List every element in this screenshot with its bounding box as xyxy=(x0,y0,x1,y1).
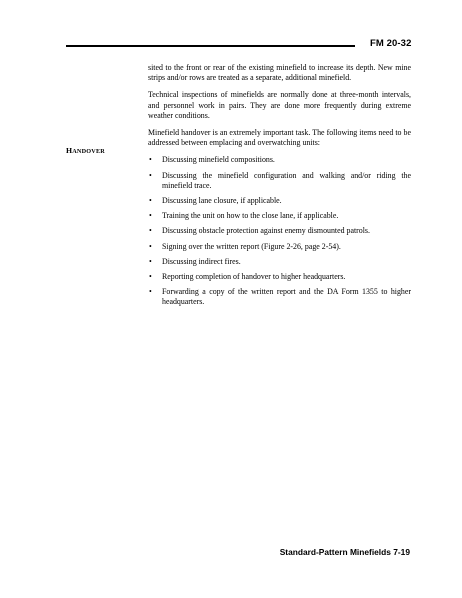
list-item-text: Forwarding a copy of the written report and the DA Form 1355 to higher headquarters. xyxy=(162,287,411,307)
bullet-icon: • xyxy=(149,196,152,206)
list-item-text: Training the unit on how to the close lane, if applicable. xyxy=(162,211,339,221)
list-item-text: Discussing indirect fires. xyxy=(162,256,241,266)
list-item xyxy=(148,287,411,307)
list-item-text: Discussing lane closure, if applicable. xyxy=(162,196,282,206)
paragraph-handover-intro: Minefield handover is an extremely important task. The following items need to be addressed between emplacing and overwatching units: xyxy=(148,128,411,148)
list-item xyxy=(148,155,411,165)
document-id: FM 20-32 xyxy=(370,38,412,49)
list-item-text: Discussing minefield compositions. xyxy=(162,155,275,165)
section-heading-rest: ANDOVER xyxy=(72,148,105,155)
list-item xyxy=(148,226,411,236)
bullet-icon: • xyxy=(149,170,152,180)
header-rule xyxy=(66,45,355,47)
bullet-icon: • xyxy=(149,256,152,266)
list-item-text: Signing over the written report (Figure 2-26, page 2-54). xyxy=(162,241,341,251)
bullet-icon: • xyxy=(149,226,152,236)
bullet-icon: • xyxy=(149,211,152,221)
bullet-icon: • xyxy=(149,272,152,282)
list-item xyxy=(148,242,411,252)
page-footer: Standard-Pattern Minefields 7-19 xyxy=(279,547,410,557)
list-item xyxy=(148,196,411,206)
list-item-text: Discussing obstacle protection against enemy dismounted patrols. xyxy=(162,226,370,236)
list-item xyxy=(148,171,411,191)
bullet-icon: • xyxy=(149,287,152,297)
bullet-icon: • xyxy=(149,155,152,165)
paragraph-minefield-depth: sited to the front or rear of the existing minefield to increase its depth. New mine strips and/or rows are treated as a separate, additional minefield. xyxy=(148,63,411,83)
handover-items-list xyxy=(148,155,411,307)
section-heading-handover xyxy=(66,146,105,155)
paragraph-technical-inspections: Technical inspections of minefields are normally done at three-month intervals, and personnel work in pairs. They are done more frequently during extreme weather conditions. xyxy=(148,90,411,120)
list-item xyxy=(148,257,411,267)
bullet-icon: • xyxy=(149,241,152,251)
page-body xyxy=(148,63,411,313)
section-heading-initial: H xyxy=(66,146,73,155)
list-item xyxy=(148,272,411,282)
list-item-text: Reporting completion of handover to higher headquarters. xyxy=(162,272,346,282)
list-item xyxy=(148,211,411,221)
list-item-text: Discussing the minefield configuration and walking and/or riding the minefield trace. xyxy=(162,170,411,190)
